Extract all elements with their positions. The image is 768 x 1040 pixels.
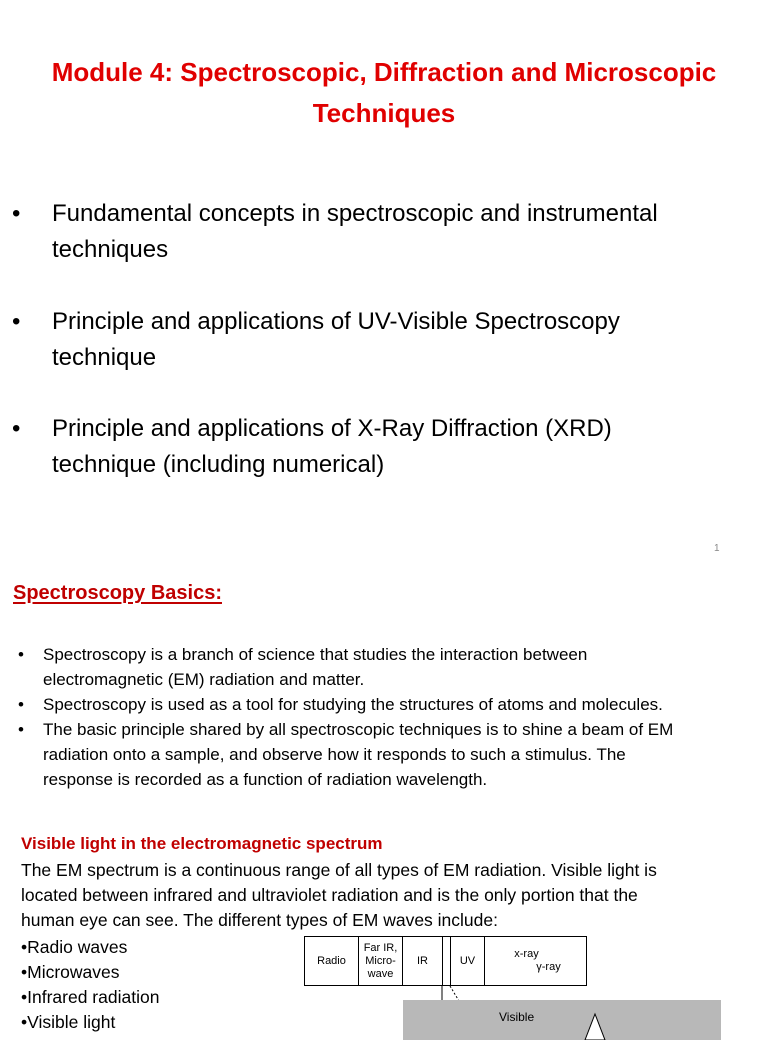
wave-type-item: •Radio waves (21, 937, 128, 957)
paragraph-line: located between infrared and ultraviolet radiation and is the only portion that the (21, 885, 638, 905)
spectrum-uv: UV (459, 954, 476, 967)
visible-label: Visible (499, 1010, 535, 1024)
page-number: 1 (714, 543, 720, 554)
basics-line: The basic principle shared by all spectroscopic techniques is to shine a beam of EM (43, 720, 674, 739)
topic-line-2: technique (52, 344, 157, 371)
bullet-icon: • (12, 200, 21, 227)
wave-type-item: •Infrared radiation (21, 987, 160, 1007)
spectrum-ir: IR (402, 937, 442, 985)
spectrum-radio: Radio (317, 954, 346, 967)
title-line-1: Module 4: Spectroscopic, Diffraction and Microscopic (51, 57, 717, 87)
wave-type-item: •Visible light (21, 1012, 116, 1032)
visible-spectrum-box (403, 1000, 721, 1040)
wave-type-item: •Microwaves (21, 962, 120, 982)
bullet-icon: • (18, 720, 24, 739)
subsection-title: Visible light in the electromagnetic spectrum (21, 834, 383, 853)
xray-label: x-ray (514, 948, 539, 960)
section-title: Spectroscopy Basics: (13, 582, 222, 604)
bullet-icon: • (12, 308, 21, 335)
bullet-icon: • (18, 645, 24, 664)
title-line-2: Techniques (312, 98, 456, 128)
basics-line: electromagnetic (EM) radiation and matter. (43, 670, 365, 689)
basics-line: radiation onto a sample, and observe how it responds to such a stimulus. The (43, 745, 626, 764)
topic-line-2: techniques (52, 236, 169, 263)
paragraph-line: The EM spectrum is a continuous range of all types of EM radiation. Visible light is (21, 860, 657, 880)
paragraph-line: human eye can see. The different types of EM waves include: (21, 910, 498, 930)
farir-label-2: Micro- (365, 954, 396, 967)
gamma-label: γ-ray (536, 961, 561, 973)
topic-line-1: Fundamental concepts in spectroscopic and instrumental (52, 200, 658, 227)
farir-label-1: Far IR, (363, 941, 398, 954)
farir-label-3: wave (367, 967, 394, 980)
basics-line: Spectroscopy is a branch of science that studies the interaction between (43, 645, 588, 664)
basics-line: response is recorded as a function of radiation wavelength. (43, 770, 488, 789)
triangle-icon (583, 1012, 607, 1040)
bullet-icon: • (12, 415, 21, 442)
basics-line: Spectroscopy is used as a tool for studying the structures of atoms and molecules. (43, 695, 663, 714)
topic-line-2: technique (including numerical) (52, 451, 385, 478)
topic-line-1: Principle and applications of UV-Visible Spectroscopy (52, 308, 620, 335)
topic-line-1: Principle and applications of X-Ray Diffraction (XRD) (52, 415, 612, 442)
bullet-icon: • (18, 695, 24, 714)
